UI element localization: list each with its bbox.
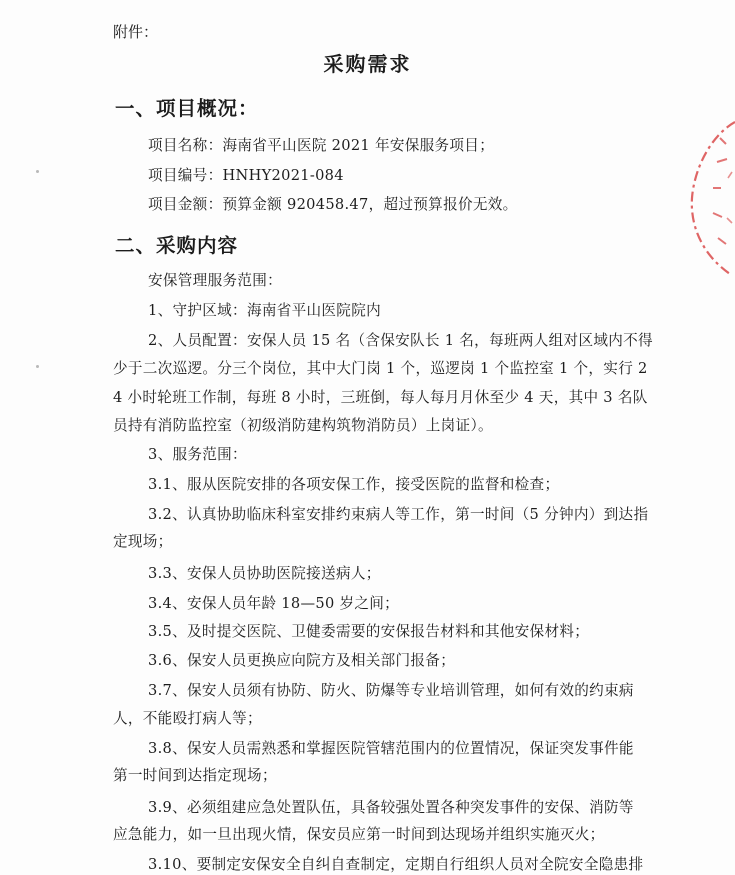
service-line: 3.8、保安人员需熟悉和掌握医院管辖范围内的位置情况，保证突发事件能 (148, 740, 634, 757)
service-line: 3.2、认真协助临床科室安排约束病人等工作，第一时间（5 分钟内）到达指 (148, 506, 649, 523)
service-line: 3.7、保安人员须有协防、防火、防爆等专业培训管理，如何有效的约束病 (148, 682, 634, 699)
section-heading-overview: 一、项目概况： (115, 97, 259, 120)
seal-stamp-icon (680, 118, 735, 278)
section-heading-content: 二、采购内容 (115, 234, 239, 257)
service-scope-heading: 3、服务范围： (148, 446, 247, 463)
guard-area-item: 1、守护区域：海南省平山医院院内 (148, 302, 381, 319)
attachment-label: 附件： (113, 23, 159, 41)
service-line: 3.5、及时提交医院、卫健委需要的安保报告材料和其他安保材料； (148, 623, 590, 640)
scan-mark (36, 170, 39, 173)
project-number-line: 项目编号：HNHY2021-084 (148, 167, 344, 184)
staffing-line: 4 小时轮班工作制，每班 8 小时，三班倒，每人每月月休至少 4 天，其中 3 名队 (113, 389, 648, 406)
service-line: 3.9、必须组建应急处置队伍，具备较强处置各种突发事件的安保、消防等 (148, 799, 634, 816)
service-line: 3.10、要制定安保安全自纠自查制定，定期自行组织人员对全院安全隐患排 (148, 856, 644, 873)
service-line: 3.4、安保人员年龄 18—50 岁之间； (148, 595, 400, 612)
scope-intro: 安保管理服务范围： (148, 272, 283, 289)
staffing-line: 少于二次巡逻。分三个岗位，其中大门岗 1 个，巡逻岗 1 个监控室 1 个，实行 2 (113, 360, 648, 377)
service-line: 定现场； (113, 533, 173, 550)
service-line: 应急能力，如一旦出现火情，保安员应第一时间到达现场并组织实施灭火； (113, 826, 605, 843)
project-amount-line: 项目金额：预算金额 920458.47，超过预算报价无效。 (148, 196, 518, 213)
service-line: 人，不能殴打病人等； (113, 710, 262, 727)
project-name-line: 项目名称：海南省平山医院 2021 年安保服务项目； (148, 137, 495, 154)
service-line: 3.1、服从医院安排的各项安保工作，接受医院的监督和检查； (148, 476, 560, 493)
service-line: 3.6、保安人员更换应向院方及相关部门报备； (148, 652, 456, 669)
service-line: 第一时间到达指定现场； (113, 767, 277, 784)
document-title: 采购需求 (323, 52, 412, 76)
scan-mark (36, 365, 39, 368)
staffing-line: 员持有消防监控室（初级消防建构筑物消防员）上岗证）。 (113, 417, 493, 434)
service-line: 3.3、安保人员协助医院接送病人； (148, 565, 381, 582)
staffing-line: 2、人员配置：安保人员 15 名（含保安队长 1 名，每班两人组对区域内不得 (148, 332, 653, 349)
